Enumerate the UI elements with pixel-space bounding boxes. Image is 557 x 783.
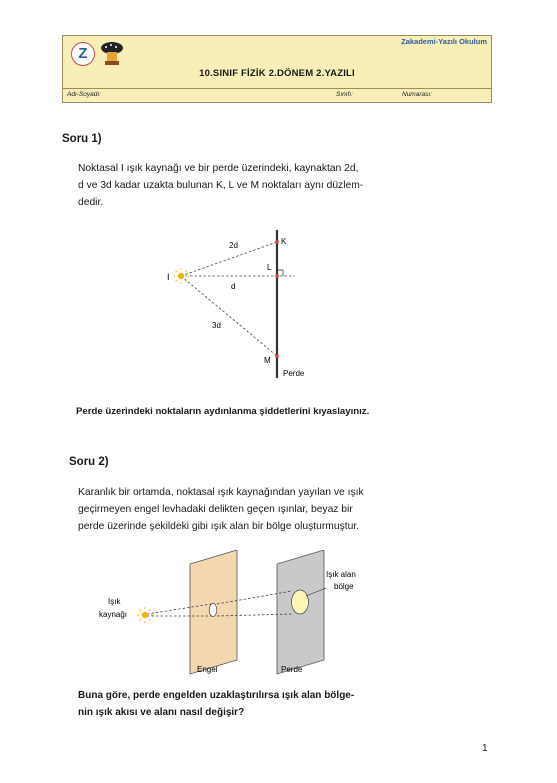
q2-question-line: nin ışık akısı ve alanı nasıl değişir? bbox=[78, 707, 245, 718]
exam-title: 10.SINIF FİZİK 2.DÖNEM 2.YAZILI bbox=[199, 68, 355, 79]
dist-l-label: d bbox=[231, 282, 236, 291]
point-k-dot bbox=[275, 240, 279, 244]
point-m-dot bbox=[275, 354, 279, 358]
q1-text-line: d ve 3d kadar uzakta bulunan K, L ve M noktaları aynı düzlem- bbox=[78, 180, 364, 191]
dist-k-label: 2d bbox=[229, 241, 238, 250]
page-number: 1 bbox=[482, 743, 488, 754]
q1-title: Soru 1) bbox=[62, 133, 102, 145]
screen-label: Perde bbox=[281, 665, 303, 674]
q2-text-line: geçirmeyen engel levhadaki delikten geçen ışınlar, beyaz bir bbox=[78, 504, 353, 515]
source-label-line1: Işık bbox=[108, 597, 121, 606]
lit-area bbox=[292, 590, 309, 614]
number-label: Numarası: bbox=[402, 91, 432, 98]
point-k-label: K bbox=[281, 237, 287, 246]
q2-diagram bbox=[90, 550, 390, 680]
q1-ray-m bbox=[181, 276, 277, 356]
q2-text-line: perde üzerinde şekildeki gibi ışık alan bir bölge oluşturmuştur. bbox=[78, 521, 360, 532]
brand-text: Zakademi-Yazılı Okulum bbox=[401, 37, 487, 46]
point-l-dot bbox=[275, 274, 279, 278]
logo-letter: Z bbox=[78, 45, 88, 62]
q2-text-line: Karanlık bir ortamda, noktasal ışık kaynağından yayılan ve ışık bbox=[78, 487, 364, 498]
zakademi-logo bbox=[71, 42, 95, 66]
q1-text bbox=[78, 160, 363, 211]
name-label: Adı-Soyadı: bbox=[67, 91, 101, 98]
light-source-icon bbox=[137, 607, 153, 623]
screen-label: Perde bbox=[283, 369, 305, 378]
barrier-hole bbox=[209, 604, 217, 617]
q1-question: Perde üzerindeki noktaların aydınlanma şiddetlerini kıyaslayınız. bbox=[76, 406, 370, 417]
q1-text-line: Noktasal I ışık kaynağı ve bir perde üzerindeki, kaynaktan 2d, bbox=[78, 163, 359, 174]
point-l-label: L bbox=[267, 263, 272, 272]
q2-question bbox=[78, 687, 354, 721]
barrier-label: Engel bbox=[197, 665, 218, 674]
source-label: I bbox=[167, 272, 170, 282]
source-label-line2: kaynağı bbox=[99, 610, 128, 619]
lit-label-line1: Işık alan bbox=[326, 570, 356, 579]
exam-header bbox=[62, 35, 492, 103]
q2-text bbox=[78, 484, 364, 535]
point-m-label: M bbox=[264, 356, 271, 365]
dist-m-label: 3d bbox=[212, 321, 221, 330]
q1-diagram bbox=[160, 228, 320, 388]
q2-title: Soru 2) bbox=[69, 456, 109, 468]
header-divider bbox=[63, 88, 491, 89]
q2-question-line: Buna göre, perde engelden uzaklaştırılırsa ışık alan bölge- bbox=[78, 690, 355, 701]
q1-text-line: dedir. bbox=[78, 197, 104, 208]
class-label: Sınıfı: bbox=[336, 91, 353, 98]
lit-label-line2: bölge bbox=[334, 582, 354, 591]
school-logo-icon bbox=[100, 41, 124, 67]
